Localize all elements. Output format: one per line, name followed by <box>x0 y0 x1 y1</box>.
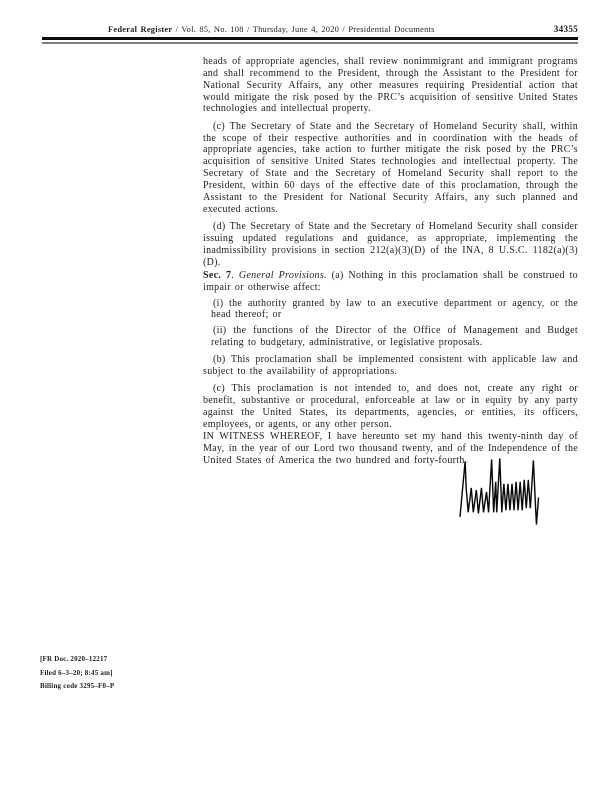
page-number: 34355 <box>553 24 578 34</box>
text-segment: (i) the authority granted by law to an executive department or agency, or the head thereof; or <box>211 297 578 321</box>
paragraph <box>203 221 578 268</box>
footer-notes <box>40 653 114 694</box>
paragraph <box>203 383 578 430</box>
issue-info: / Vol. 85, No. 108 / Thursday, June 4, 2020 / Presidential Documents <box>172 25 435 34</box>
page-header <box>42 24 578 44</box>
trump-signature-icon <box>457 453 567 535</box>
filing-note-line: [FR Doc. 2020–12217 <box>40 655 108 663</box>
text-segment: (d) The Secretary of State and the Secretary of Homeland Security shall consider issuing updated regulations and guidance, as appropriate, implementing the inadmissibility provisions in section 212(a)(3)(D) of the INA, 8 U.S.C. 1182(a)(3)(D). <box>203 220 578 268</box>
filing-note-line: Filed 6–3–20; 8:45 am] <box>40 668 113 677</box>
text-segment: (c) This proclamation is not intended to, and does not, create any right or benefit, substantive or procedural, enforceable at law or in equity by any party against the United States, its departments, agencies, or entities, its officers, employees, or agents, or any other person. <box>203 383 578 430</box>
text-segment: Sec. 7 <box>203 270 232 282</box>
paragraph <box>203 121 578 216</box>
paragraph <box>203 325 578 349</box>
text-segment: General Provisions. <box>238 270 327 282</box>
paragraph <box>203 298 578 322</box>
text-segment: (b) This proclamation shall be implemented consistent with applicable law and subject to the availability of appropriations. <box>203 353 578 377</box>
paragraph <box>203 354 578 378</box>
text-segment: (ii) the functions of the Director of the Office of Management and Budget relating to budgetary, administrative, or legislative proposals. <box>211 324 578 348</box>
running-head-title <box>108 25 435 34</box>
text-segment: heads of appropriate agencies, shall review nonimmigrant and immigrant programs and shall recommend to the President, through the Assistant to the President for National Security Affairs, any other measures requiring Presidential action that would mitigate the risk posed by the PRC’s acquisition of sensitive United States technologies and intellectual property. <box>203 56 578 115</box>
running-head <box>42 24 578 34</box>
publication-name: Federal Register <box>108 25 173 34</box>
filing-note-line: Billing code 3295–F0–P <box>40 682 115 691</box>
paragraph <box>203 270 578 294</box>
text-segment: (a) Nothing in this proclamation shall be construed to impair or otherwise affect: <box>203 270 578 294</box>
header-rule-thin <box>42 42 578 44</box>
document-body <box>203 56 578 467</box>
paragraph <box>203 56 578 115</box>
header-rule-thick <box>42 37 578 40</box>
text-segment: IN WITNESS WHEREOF, I have hereunto set my hand this twenty-ninth day of May, in the year of our Lord two thousand twenty, and of the Independence of the United States of America the two hundred and forty-fourth. <box>203 431 578 467</box>
text-segment: (c) The Secretary of State and the Secretary of Homeland Security shall, within the scope of their respective authorities and in coordination with the heads of appropriate agencies, take action to further mitigate the risk posed by the PRC’s acquisition of sensitive United States technologies and intellectual property. The Secretary of State and the Secretary of Homeland Security shall report to the President, within 60 days of the effective date of this proclamation, through the Assistant to the President for National Security Affairs, any such planned and executed actions. <box>203 120 578 215</box>
text-segment: . <box>231 270 239 282</box>
